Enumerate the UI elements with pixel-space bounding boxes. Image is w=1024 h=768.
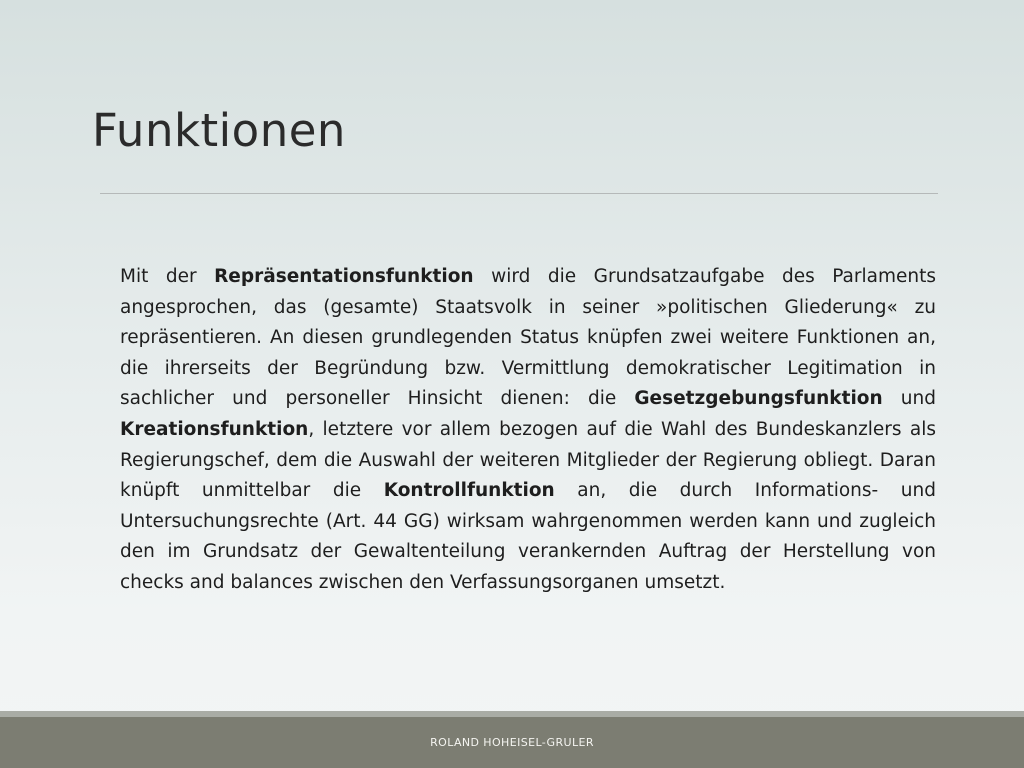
text-segment: an, die durch Informations- und Untersuchungsrechte (Art. 44 GG) wirksam wahrgenommen werden kann und zugleich den im Grundsatz der Gewaltenteilung verankernden Auftrag der Herstellung von checks and balances zwischen den Verfassungsorganen umsetzt. bbox=[120, 480, 936, 593]
term-creation-function: Kreationsfunktion bbox=[120, 418, 309, 440]
term-legislative-function: Gesetzgebungsfunktion bbox=[634, 388, 883, 410]
title-divider bbox=[100, 193, 938, 194]
body-paragraph bbox=[120, 262, 936, 599]
term-representation-function: Repräsentationsfunktion bbox=[214, 266, 474, 287]
text-segment: Mit der bbox=[120, 266, 215, 287]
text-segment: , letztere vor allem bezogen auf die Wahl des Bundeskanzlers als Regierungschef, dem die Auswahl der weiteren Mitglieder der Regierung obliegt. Daran knüpft unmittelbar die bbox=[120, 418, 936, 502]
text-segment: und bbox=[882, 388, 936, 410]
text-segment: wird die Grundsatzaufgabe des Parlaments angesprochen, das (gesamte) Staatsvolk in seiner »politischen Gliederung« zu repräsentieren. An diesen grundlegenden Status knüpfen zwei weitere Funktionen an, die ihrerseits der Begründung bzw. Vermittlung demokratischer Legitimation in sachlicher und personeller Hinsicht dienen: die bbox=[120, 266, 936, 410]
term-control-function: Kontrollfunktion bbox=[383, 480, 555, 502]
footer-author: ROLAND HOHEISEL-GRULER bbox=[430, 736, 594, 749]
slide-title: Funktionen bbox=[92, 104, 346, 157]
